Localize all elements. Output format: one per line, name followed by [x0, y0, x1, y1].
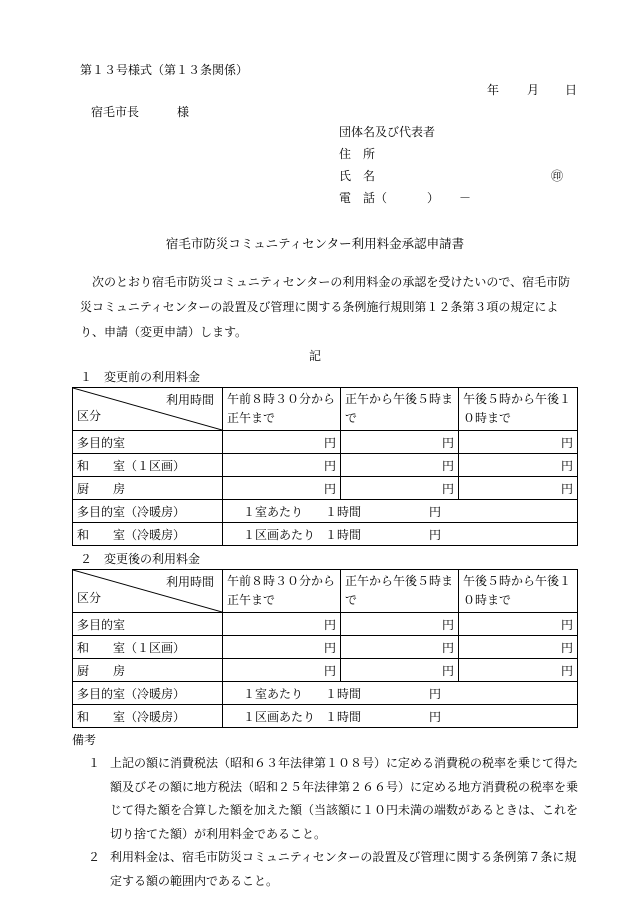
fee-cell: 円 [459, 659, 578, 682]
ac-fee-cell [223, 523, 578, 546]
remark-number: ２ [88, 850, 101, 864]
fee-cell: 円 [341, 613, 459, 636]
application-statement [80, 270, 580, 345]
ac-per-hour: １時間 [325, 527, 362, 542]
row-name: 和 室（冷暖房） [73, 523, 223, 546]
header-col-morning: 午前８時３０分から正午まで [223, 570, 341, 613]
section-before-label: １ 変更前の利用料金 [80, 370, 201, 384]
form-number-label: 第１３号様式（第１３条関係） [80, 63, 249, 77]
header-diagonal-cell [73, 570, 223, 613]
row-name: 和 室（１区画） [73, 454, 223, 477]
table-row [73, 613, 578, 636]
header-col-morning: 午前８時３０分から正午まで [223, 388, 341, 431]
remarks-label: 備考 [72, 733, 97, 747]
seal-mark: ㊞ [551, 169, 564, 183]
header-time-label: 利用時間 [165, 575, 214, 589]
fee-cell: 円 [459, 613, 578, 636]
fee-cell: 円 [459, 454, 578, 477]
ac-per-unit: １区画あたり [243, 709, 316, 724]
header-col-evening: 午後５時から午後１０時まで [459, 570, 578, 613]
ki-heading: 記 [308, 349, 321, 363]
row-name: 多目的室 [73, 431, 223, 454]
applicant-name-row [339, 168, 564, 190]
header-col-evening: 午後５時から午後１０時まで [459, 388, 578, 431]
applicant-name-label: 氏 名 [339, 169, 376, 183]
fee-cell: 円 [341, 659, 459, 682]
section-after-label: ２ 変更後の利用料金 [80, 552, 201, 566]
fee-cell: 円 [459, 431, 578, 454]
header-time-label: 利用時間 [165, 393, 214, 407]
applicant-block [339, 124, 564, 212]
ac-fee-cell [223, 705, 578, 728]
table-row [73, 636, 578, 659]
document-title: 宿毛市防災コミュニティセンター利用料金承認申請書 [165, 236, 465, 251]
remark-text: 上記の額に消費税法（昭和６３年法律第１０８号）に定める消費税の税率を乗じて得た額及びその額に地方税法（昭和２５年法律第２６６号）に定める地方消費税の税率を乗じて得た額を合算した額を加えた額（当該額に１０円未満の端数があるときは、これを切り捨てた額）が利用料金であること。 [110, 756, 579, 841]
fee-cell: 円 [459, 477, 578, 500]
application-statement-text: 次のとおり宿毛市防災コミュニティセンターの利用料金の承認を受けたいので、宿毛市防災コミュニティセンターの設置及び管理に関する条例施行規則第１２条第３項の規定により、申請（変更申請）します。 [80, 275, 571, 339]
applicant-org-label: 団体名及び代表者 [339, 125, 436, 139]
remark-note-2 [80, 846, 585, 893]
header-category-label: 区分 [77, 409, 102, 423]
fee-cell: 円 [459, 636, 578, 659]
fee-cell: 円 [223, 454, 341, 477]
table-row [73, 523, 578, 546]
row-name: 和 室（１区画） [73, 636, 223, 659]
fee-cell: 円 [341, 477, 459, 500]
phone-dash: － [459, 191, 472, 205]
fee-table-before [72, 387, 578, 546]
fee-cell: 円 [223, 659, 341, 682]
row-name: 厨 房 [73, 477, 223, 500]
table-row [73, 500, 578, 523]
fee-cell: 円 [341, 636, 459, 659]
ac-fee-cell [223, 682, 578, 705]
ac-per-hour: １時間 [325, 686, 362, 701]
ac-per-hour: １時間 [325, 709, 362, 724]
fee-table-header [73, 388, 578, 431]
addressee [91, 104, 189, 120]
applicant-address-label: 住 所 [339, 147, 376, 161]
table-row [73, 477, 578, 500]
fee-cell: 円 [223, 636, 341, 659]
remark-note-1 [80, 752, 585, 846]
ac-yen: 円 [429, 686, 442, 701]
row-name: 多目的室（冷暖房） [73, 500, 223, 523]
table-row [73, 454, 578, 477]
addressee-name: 宿毛市長 [91, 105, 140, 119]
ac-yen: 円 [429, 527, 442, 542]
date-year: 年 [487, 83, 500, 97]
ac-per-hour: １時間 [325, 504, 362, 519]
header-diagonal-cell [73, 388, 223, 431]
ac-yen: 円 [429, 504, 442, 519]
fee-cell: 円 [223, 613, 341, 636]
ac-fee-cell [223, 500, 578, 523]
ac-per-unit: １区画あたり [243, 527, 316, 542]
table-row [73, 659, 578, 682]
date-month: 月 [527, 83, 540, 97]
fee-table-header [73, 570, 578, 613]
ac-per-unit: １室あたり [243, 686, 304, 701]
header-col-afternoon: 正午から午後５時まで [341, 388, 459, 431]
row-name: 多目的室（冷暖房） [73, 682, 223, 705]
row-name: 和 室（冷暖房） [73, 705, 223, 728]
ac-yen: 円 [429, 709, 442, 724]
remark-text: 利用料金は、宿毛市防災コミュニティセンターの設置及び管理に関する条例第７条に規定する額の範囲内であること。 [110, 850, 577, 888]
ac-per-unit: １室あたり [243, 504, 304, 519]
fee-cell: 円 [223, 477, 341, 500]
phone-close-paren: ） [427, 191, 440, 205]
fee-cell: 円 [341, 454, 459, 477]
header-col-afternoon: 正午から午後５時まで [341, 570, 459, 613]
addressee-honorific: 様 [177, 105, 190, 119]
row-name: 厨 房 [73, 659, 223, 682]
header-category-label: 区分 [77, 591, 102, 605]
table-row [73, 705, 578, 728]
table-row [73, 431, 578, 454]
fee-cell: 円 [341, 431, 459, 454]
row-name: 多目的室 [73, 613, 223, 636]
table-row [73, 682, 578, 705]
phone-label: 電 話（ [339, 191, 388, 205]
fee-cell: 円 [223, 431, 341, 454]
date-line [487, 82, 577, 98]
remark-number: １ [88, 756, 101, 770]
date-day: 日 [565, 83, 578, 97]
applicant-phone-row [339, 190, 471, 212]
fee-table-after [72, 569, 578, 728]
